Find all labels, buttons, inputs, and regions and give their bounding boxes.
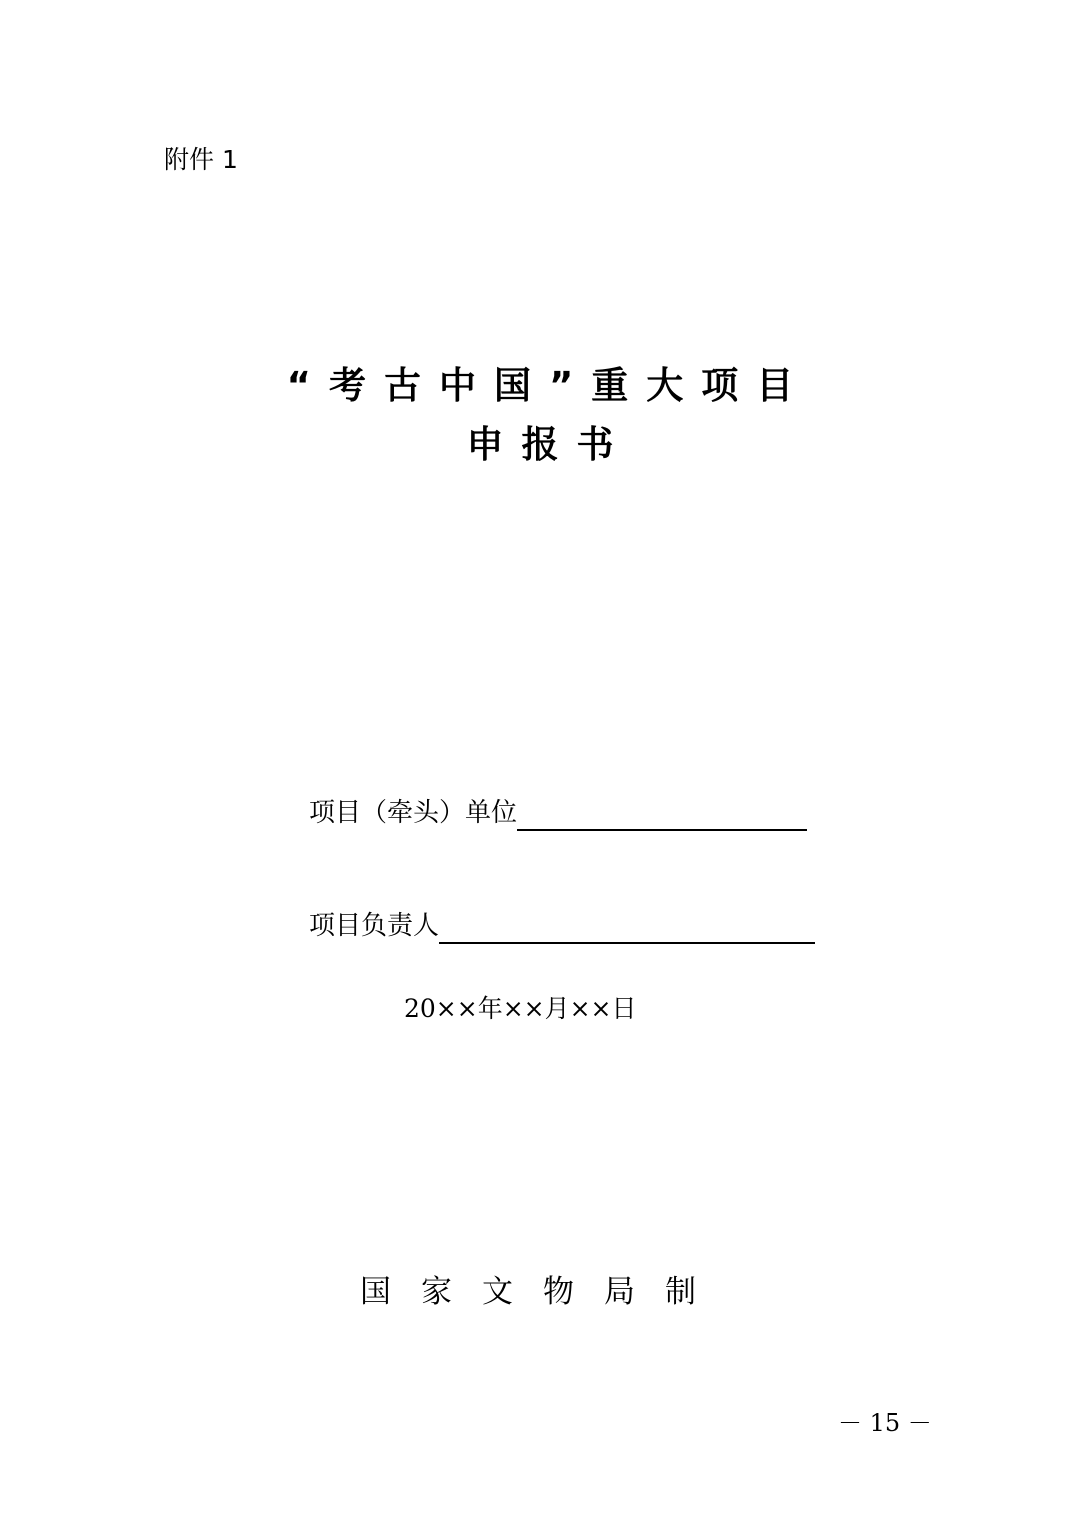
attachment-label: 附件 1 bbox=[164, 145, 238, 174]
page-number: － 15 － bbox=[838, 1409, 932, 1437]
date-placeholder: 20××年××月××日 bbox=[404, 994, 637, 1023]
lead-unit-field bbox=[309, 789, 807, 833]
issuer: 国家文物局制 bbox=[360, 1274, 726, 1310]
project-leader-label: 项目负责人 bbox=[309, 911, 440, 941]
project-leader-blank[interactable] bbox=[439, 908, 815, 944]
document-title: “考古中国”重大项目 bbox=[286, 364, 812, 407]
lead-unit-label: 项目（牵头）单位 bbox=[309, 798, 518, 828]
lead-unit-blank[interactable] bbox=[517, 795, 807, 831]
project-leader-field bbox=[309, 902, 815, 946]
document-subtitle: 申报书 bbox=[466, 423, 632, 466]
